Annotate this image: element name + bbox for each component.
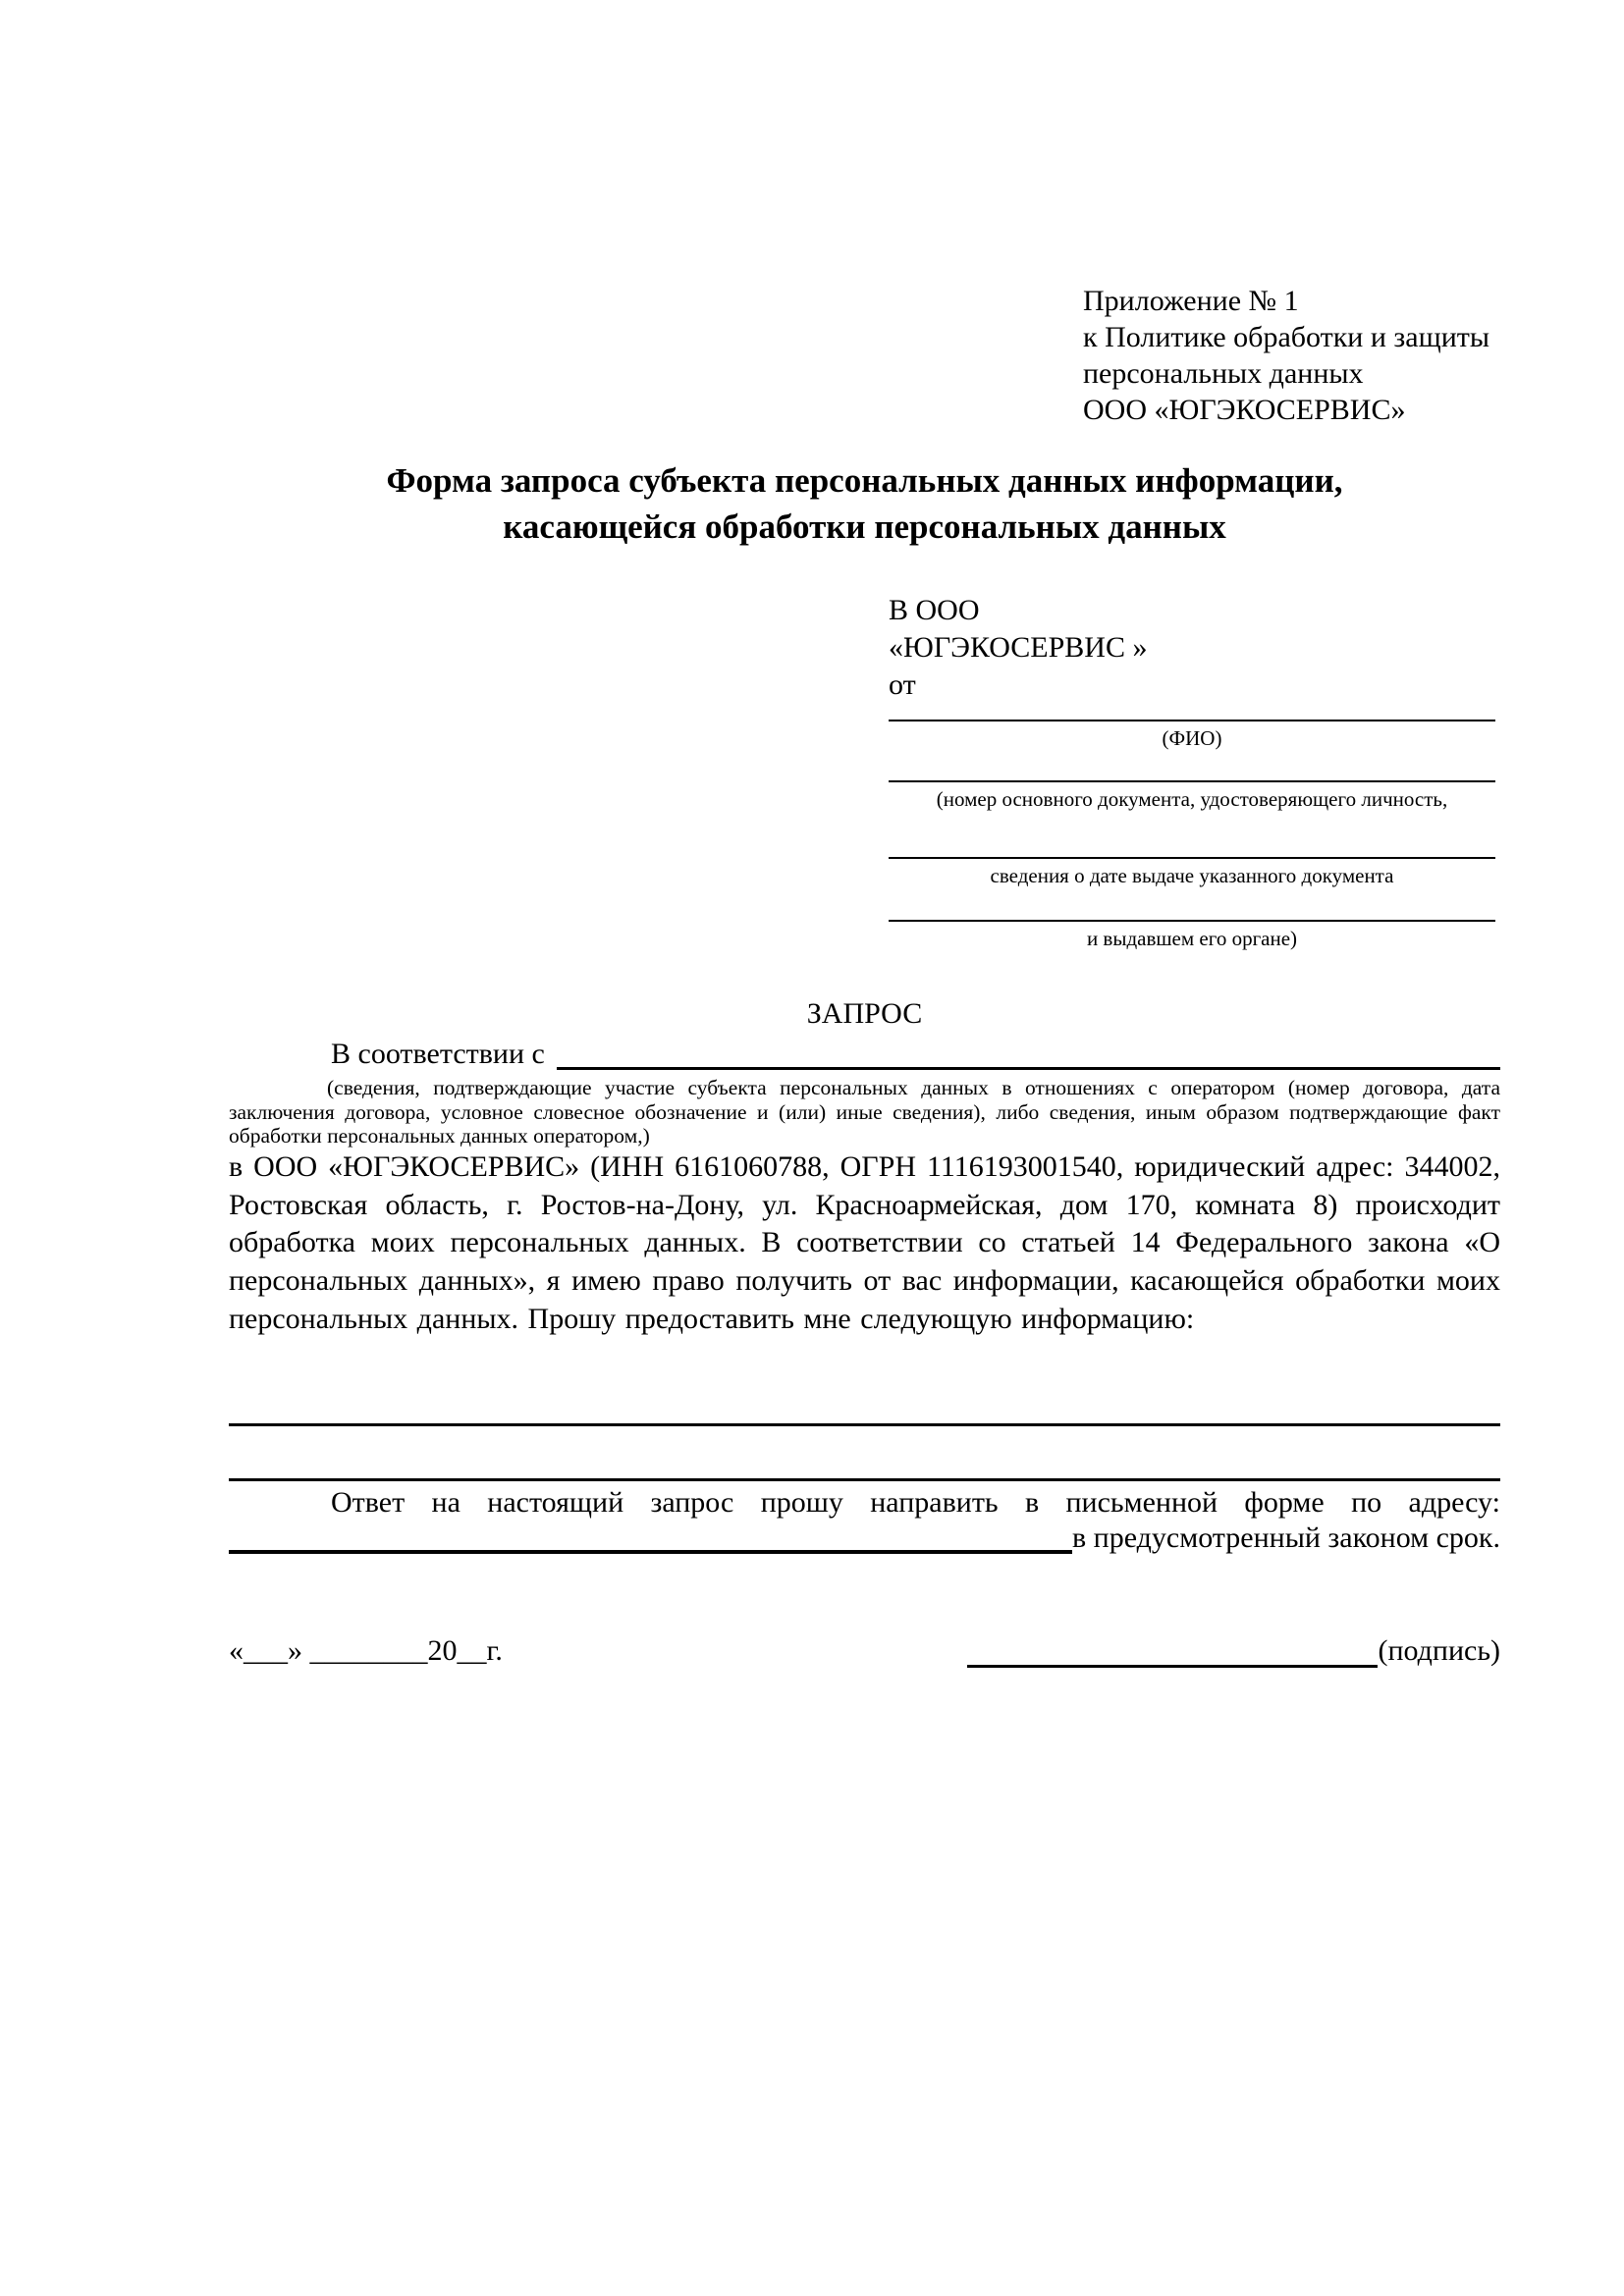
accordance-label: В соответствии с xyxy=(331,1038,545,1070)
reply-tail-text: в предусмотренный законом срок. xyxy=(1072,1522,1500,1554)
issuing-authority-field-caption: и выдавшем его органе) xyxy=(1086,927,1298,950)
appendix-header-line-1: Приложение № 1 xyxy=(1083,285,1299,317)
addressee-org-line-1: В ООО xyxy=(889,594,980,626)
accordance-blank-line xyxy=(557,1041,1500,1070)
signature-caption: (подпись) xyxy=(1378,1634,1500,1667)
document-title-line-2: касающейся обработки персональных данных xyxy=(503,507,1226,546)
issuing-authority-field xyxy=(889,920,1495,950)
fio-field xyxy=(889,720,1495,750)
request-body-paragraph: в ООО «ЮГЭКОСЕРВИС» (ИНН 6161060788, ОГРН 1116193001540, юридический адрес: 344002, Ростовская область, г. Ростов-на-Дону, ул. Красноармейская, дом 170, комната 8) происходит обработка моих персональных данных. В соответствии со статьей 14 Федерального закона «О персональных данных», я имею право получить от вас информации, касающейся обработки моих персональных данных. Прошу предоставить мне следующую информацию: xyxy=(229,1150,1500,1335)
appendix-header-line-3: персональных данных xyxy=(1083,357,1364,390)
document-title xyxy=(229,457,1500,550)
issuing-authority-blank-line xyxy=(889,920,1495,922)
date-placeholder: «___» ________20__г. xyxy=(229,1634,503,1667)
accordance-row xyxy=(229,1039,1500,1070)
appendix-header xyxy=(1083,283,1535,428)
fio-blank-line xyxy=(889,720,1495,721)
issue-date-field-caption: сведения о дате выдаче указанного документа xyxy=(990,864,1394,887)
addressee-org-line-2: «ЮГЭКОСЕРВИС » xyxy=(889,631,1148,664)
reply-request-sentence: Ответ на настоящий запрос прошу направить в письменной форме по адресу: xyxy=(331,1486,1500,1519)
addressee-block xyxy=(889,592,1497,704)
document-number-field-caption: (номер основного документа, удостоверяющего личность, xyxy=(936,787,1448,811)
appendix-header-line-2: к Политике обработки и защиты xyxy=(1083,321,1490,353)
request-heading: ЗАПРОС xyxy=(806,997,923,1030)
issue-date-field xyxy=(889,857,1495,887)
reply-address-row xyxy=(229,1522,1500,1554)
address-blank-line xyxy=(229,1524,1072,1554)
document-number-blank-line xyxy=(889,780,1495,782)
signature-blank-line xyxy=(967,1637,1378,1668)
appendix-header-line-4: ООО «ЮГЭКОСЕРВИС» xyxy=(1083,394,1406,426)
information-blank-line-1 xyxy=(229,1423,1500,1426)
document-number-field xyxy=(889,780,1495,811)
fio-field-caption: (ФИО) xyxy=(1162,726,1222,750)
issue-date-blank-line xyxy=(889,857,1495,859)
information-blank-line-2 xyxy=(229,1478,1500,1481)
signature-area xyxy=(967,1634,1500,1668)
addressee-from-label: от xyxy=(889,668,916,701)
document-title-line-1: Форма запроса субъекта персональных данных информации, xyxy=(386,461,1343,500)
accordance-caption: (сведения, подтверждающие участие субъекта персональных данных в отношениях с оператором (номер договора, дата заключения договора, условное словесное обозначение и (или) иные сведения), либо сведения, иным образом подтверждающие факт обработки персональных данных оператором,) xyxy=(229,1076,1500,1148)
date-signature-row xyxy=(229,1634,1500,1668)
